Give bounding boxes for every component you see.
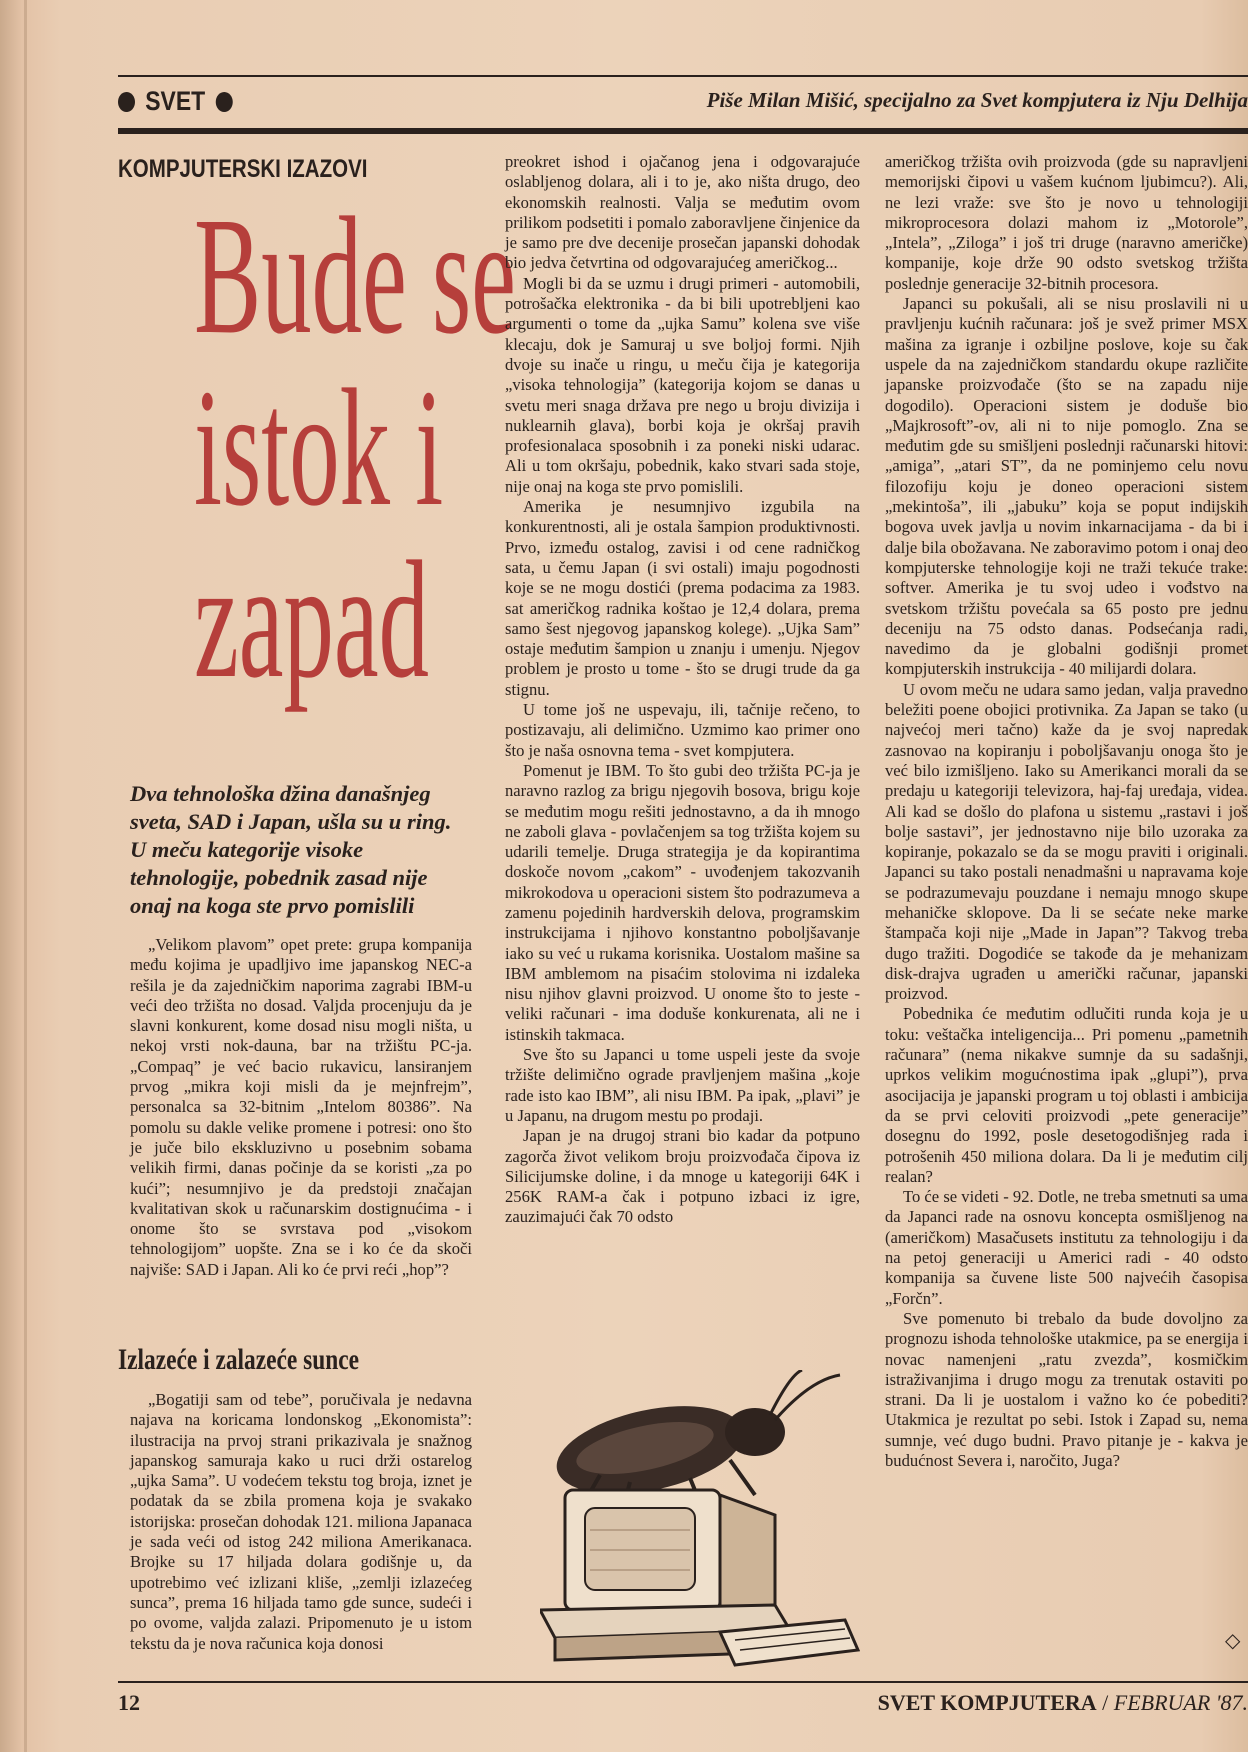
headline — [118, 183, 516, 713]
footer-separator: / — [1096, 1690, 1114, 1715]
page-fold — [24, 0, 27, 1752]
header-rule-bottom — [118, 128, 1248, 134]
section-tag — [118, 86, 232, 117]
paragraph: Amerika je nesumnjivo izgubila na konkurentnosti, ali je ostala šampion produktivnosti. Prvo, između ostalog, zavisi i od cene radničkog sata, u čemu Japan (i svi ostali) imaju pogodnosti koje se ne mogu dostići (prema podacima za 1983. sat američkog radnika koštao je 12,4 dolara, prema samo šest njegovog japanskog kolege). „Ujka Sam” ostaje međutim šampion u znanju i umenju. Njegov problem je prosto u tome - što se drugi trude da ga stignu. — [505, 497, 860, 699]
paragraph: „Velikom plavom” opet prete: grupa kompanija među kojima je upadljivo ime japanskog NEC-a rešila je da zajedničkim naporima zagrabi IBM-u veći deo tržišta no dosad. Valjda procenjuju da je slavni konkurent, kome dosad nisu mogli ništa, u nekoj vrsti nok-dauna, bar na tržištu PC-ja. „Compaq” je već bacio rukavicu, lansiranjem prvog „mikra koji misli da je mejnfrejm”, personalca sa 32-bitnim „Intelom 80386”. Na pomolu su dakle velike promene i potresi: ono što je juče bilo ekskluzivno u posebnim sobama velikih firmi, danas počinje da se koristi „za po kući”; nesumnjivo je da predstoji značajan kvalitativan skok u računarskim dostignućima - i onome što se svrstava pod „visokom tehnologijom” uopšte. Zna se i ko će da skoči najviše: SAD i Japan. Ali ko će prvi reći „hop”? — [130, 935, 472, 1279]
paragraph: Sve pomenuto bi trebalo da bude dovoljno za prognozu ishoda tehnološke utakmice, pa se energija i novac namenjeni „ratu zvezda”, kosmičkim istraživanjima i drugo mogu za trenutak ostaviti po strani. Da li je uostalom i važno ko će pobediti? Utakmica je rezultat po sebi. Istok i Zapad su, nema sumnje, već dugo budni. Pravo pitanje je - kakva je budućnost Severa i, naročito, Juga? — [885, 1308, 1248, 1470]
paragraph: Japan je na drugoj strani bio kadar da potpuno zagorča život velikom broju proizvođača čipova iz Silicijumske doline, i da mnoge u kategoriji 64K i 256K RAM-a čak i potpuno izbaci iz igre, zauzimajući čak 70 odsto — [505, 1126, 860, 1227]
paragraph: američkog tržišta ovih proizvoda (gde su napravljeni memorijski čipovi u vašem kućnom ljubimcu?). Ali, ne lezi vraže: sve što je novo u tehnologiji mikroprocesora dolazi mahom iz „Motorole”, „Intela”, „Ziloga” i još tri druge (naravno američke) kompanije, koje drže 90 odsto svetskog tržišta poslednje generacije 32-bitnih procesora. — [885, 152, 1248, 293]
paragraph: Pomenut je IBM. To što gubi deo tržišta PC-ja je naravno razlog za brigu njegovih bosova, brigu koje se međutim mogu rešiti jednostavno, a da ih mnogo ne zaboli glava - povlačenjem sa tog tržišta kojem su udarili temelje. Druga strategija je da kopirantima doskoče novom „cakom” - uvođenjem takozvanih mikrokodova u operacioni sistem što podrazumeva a zamenu pojedinih hardverskih delova, programskim instrukcijama i njihovo konstantno poboljšavanje iako su već u rukama korisnika. Uostalom mašine sa IBM amblemom na pisaćim stolovima ni izdaleka nisu njihov glavni proizvod. U onome što to jeste - veliki računari - ima doduše konkurenata, ali ne i istinskih takmaca. — [505, 760, 860, 1044]
paragraph: Japanci su pokušali, ali se nisu proslavili ni u pravljenju kućnih računara: još je svež primer MSX mašina za igranje i ozbiljne poslove, koje su čak uspele da na zajedničkom standardu okupe različite japanske proizvođače (što se na zapadu nije dogodilo). Operacioni sistem je doduše bio „Majkrosoft”-ov, ali ni to nije pomoglo. Zna se međutim gde su smišljeni poslednji računarski hitovi: „amiga”, „atari ST”, da ne pominjemo celu novu filozofiju koju je doneo operacioni sistem „mekintoša”, ili „jabuku” koja se poput indijskih bogova uvek javlja u novim inkarnacijama - da bi i dalje bila obožavana. Ne zaboravimo potom i onaj deo kompjuterske tehnologije koji ne traži tekuće trake: softver. Amerika je tu svoj udeo i vođstvo na svetskom tržištu povećala sa 65 posto pre jednu deceniju na 75 odsto danas. Podsećanja radi, navedimo da je globalni godišnji promet kompjuterskih instrukcija - 40 milijardi dolara. — [885, 294, 1248, 679]
page-number: 12 — [118, 1690, 140, 1715]
headline-line: zapad — [194, 527, 430, 713]
paragraph: Sve što su Japanci u tome uspeli jeste da svoje tržište delimično ograde pravljenjem mašina „koje rade isto kao IBM”, ali nisu IBM. Pa ipak, „plavi” je u Japanu, na drugom mestu po prodaji. — [505, 1045, 860, 1125]
paragraph: Mogli bi da se uzmu i drugi primeri - automobili, potrošačka elektronika - da bi bili upotrebljeni kao argumenti o tome da „ujka Samu” kolena sve više klecaju, dok je Samuraj u sve boljoj formi. Njih dvoje su inače u ringu, u meču čija je kategorija „visoka tehnologija” (kategorija kojom se danas u svetu meri snaga država pre nego u broju divizija i nuklearnih glava), borbi koja je okršaj pravih profesionalaca sposobnih i za poneki niski udarac. Ali u tom okršaju, pobednik, kako stvari sada stoje, nije onaj na koga ste prvo pomislili. — [505, 273, 860, 496]
bug-on-computer-illustration — [540, 1370, 860, 1670]
footer-rule — [118, 1681, 1248, 1683]
column-1 — [130, 935, 472, 1280]
end-mark-icon: ◇ — [1225, 1630, 1241, 1652]
issue-date: FEBRUAR '87. — [1113, 1690, 1248, 1715]
deck: Dva tehnološka džina današnjeg sveta, SAD i Japan, ušla su u ring. U meču kategorije visoke tehnologije, pobednik zasad nije onaj na koga ste prvo pomislili — [130, 781, 452, 918]
headline-line: istok i — [194, 355, 444, 541]
paragraph: To će se videti - 92. Dotle, ne treba smetnuti sa uma da Japanci rade na osnovu koncepta osmišljenog na (američkom) Masačusets institutu za tehnologiju i da na petoj generaciji u Americi radi - 40 odsto kompanija sa čuvene liste 500 najvećih časopisa „Forčn”. — [885, 1187, 1248, 1308]
paragraph: U ovom meču ne udara samo jedan, valja pravedno beležiti poene obojici protivnika. Za Japan se tako (u najvećoj meri tačno) kaže da je svoj napredak zasnovao na kopiranju i poboljšavanju onoga što je već bilo izmišljeno. Iako su Amerikanci morali da se predaju u kategoriji televizora, haj-faj uređaja, videa. Ali kad se došlo do plafona u sistemu „rastavi i još bolje sastavi”, jer jednostavno nije bilo uzoraka za kopiranje, pokazalo se da se mogu praviti i originali. Japanci su tako postali nenadmašni u napravama koje se podrazumevaju pouzdane i nemaju mnogo skupe mehaničke sklopove. Da li se sećate neke marke štampača koji nije „Made in Japan”? Takvog treba dugo tražiti. Dogodiće se takođe da je mehanizam disk-drajva ugrađen u američki računar, japanski proizvod. — [885, 679, 1248, 1004]
illustration-art — [540, 1370, 860, 1670]
footer-title — [878, 1690, 1248, 1716]
column-1-continued — [130, 1390, 472, 1654]
header-rule-top — [118, 75, 1248, 77]
column-2 — [505, 152, 860, 1228]
paragraph: preokret ishod i ojačanog jena i odgovarajuće oslabljenog dolara, ali i to je, ako ništa drugo, deo ekonomskih realnosti. Valja se međutim ovom prilikom podsetiti i pomalo zaboravljene činjenice da je samo pre dve decenije prosečan japanski dohodak bio jedva četvrtina od odgovarajućeg američkog... — [505, 152, 860, 273]
paragraph: U tome još ne uspevaju, ili, tačnije rečeno, to postizavaju, ali delimično. Uzmimo kao primer ono što je naša osnovna tema - svet kompjutera. — [505, 700, 860, 760]
bullet-dot-icon — [118, 92, 135, 112]
headline-line: Bude se — [194, 183, 516, 369]
bullet-dot-icon — [215, 92, 232, 112]
paragraph: „Bogatiji sam od tebe”, poručivala je nedavna najava na koricama londonskog „Ekonomista”: ilustracija na prvoj strani prikazivala je snažnog japanskog samuraja kako u ruci drži ostarelog „ujka Sama”. U vodećem tekstu tog broja, iznet je podatak da se zbila promena koja je svakako istorijska: prosečan dohodak 121. miliona Japanaca je sada veći od istog 242 miliona Amerikanaca. Brojke su 17 hiljada dolara godišnje u, da upotrebimo već izlizani kliše, „zemlji izlazećeg sunca”, prema 16 hiljada tamo gde sunce, sudeći i po ovome, valjda zalazi. Pripomenuto je u istom tekstu da je nova računica koja donosi — [130, 1390, 472, 1653]
paragraph: Pobednika će međutim odlučiti runda koja je u toku: veštačka inteligencija... Pri pomenu „pametnih računara” (nema nikakve sumnje da su sadašnji, uprkos velikim mogućnostima ipak „glupi”), prva asocijacija je japanski program u toj oblasti i ambicija da se prvi celoviti proizvodi „pete generacije” dosegnu do 1992, posle desetogodišnjeg rada i potrošenih 450 miliona dolara. Da li je međutim cilj realan? — [885, 1004, 1248, 1186]
column-3 — [885, 152, 1248, 1471]
kicker: KOMPJUTERSKI IZAZOVI — [118, 155, 368, 183]
byline: Piše Milan Mišić, specijalno za Svet kompjutera iz Nju Delhija — [706, 88, 1248, 112]
section-label: SVET — [145, 86, 206, 116]
magazine-name: SVET KOMPJUTERA — [877, 1690, 1097, 1715]
subheading: Izlazeće i zalazeće sunce — [118, 1343, 360, 1376]
